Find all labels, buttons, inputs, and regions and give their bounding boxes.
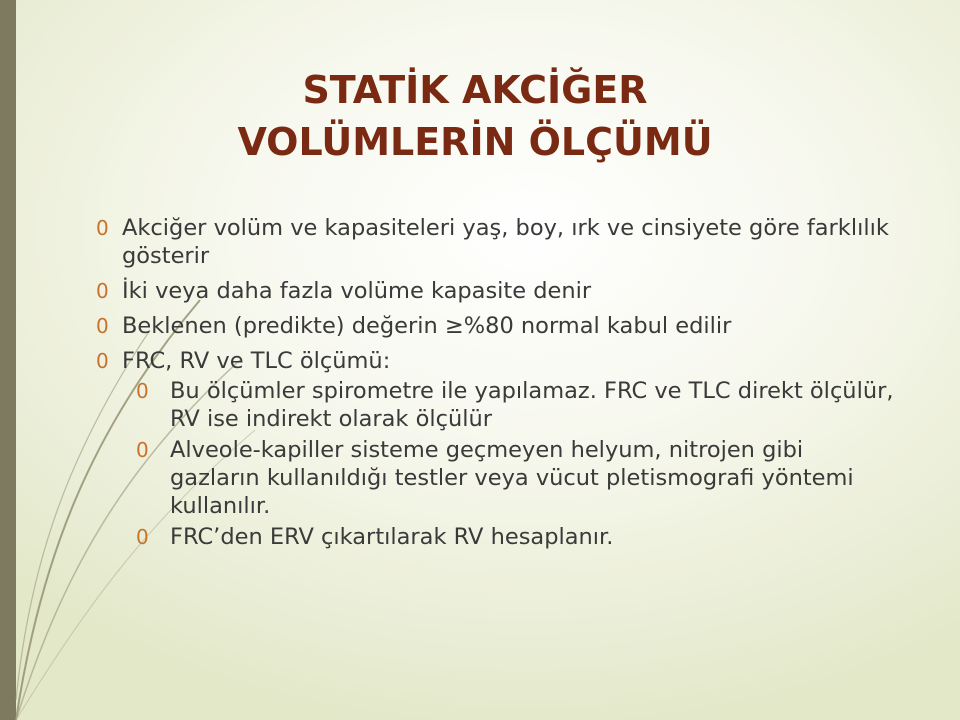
sub-bullet-item bbox=[136, 436, 896, 520]
sub-bullet-item bbox=[136, 377, 896, 433]
bullet-list bbox=[96, 214, 896, 558]
slide-title bbox=[150, 64, 800, 168]
bullet-item bbox=[96, 214, 896, 270]
bullet-marker: 0 bbox=[96, 279, 109, 303]
sub-bullet-text: FRC’den ERV çıkartılarak RV hesaplanır. bbox=[170, 524, 614, 550]
bullet-item bbox=[96, 312, 896, 340]
bullet-text: İki veya daha fazla volüme kapasite denir bbox=[122, 278, 592, 304]
bullet-marker: 0 bbox=[96, 349, 109, 373]
title-line-1: STATİK AKCİĞER bbox=[302, 68, 648, 112]
bullet-marker: 0 bbox=[96, 314, 109, 338]
title-line-2: VOLÜMLERİN ÖLÇÜMÜ bbox=[237, 120, 713, 164]
bullet-item bbox=[96, 347, 896, 551]
sub-bullet-marker: 0 bbox=[136, 379, 149, 403]
sub-bullet-list bbox=[122, 377, 896, 551]
bullet-item bbox=[96, 277, 896, 305]
sub-bullet-marker: 0 bbox=[136, 438, 149, 462]
sub-bullet-text: Alveole-kapiller sisteme geçmeyen helyum, nitrojen gibi gazların kullanıldığı testler veya vücut pletismografi yöntemi kullanılır. bbox=[170, 437, 854, 519]
bullet-text: Akciğer volüm ve kapasiteleri yaş, boy, ırk ve cinsiyete göre farklılık gösterir bbox=[122, 215, 889, 269]
bullet-marker: 0 bbox=[96, 216, 109, 240]
sub-bullet-item bbox=[136, 523, 896, 551]
bullet-text: Beklenen (predikte) değerin ≥%80 normal kabul edilir bbox=[122, 313, 732, 339]
bullet-text: FRC, RV ve TLC ölçümü: bbox=[122, 348, 391, 374]
sub-bullet-text: Bu ölçümler spirometre ile yapılamaz. FRC ve TLC direkt ölçülür, RV ise indirekt olarak ölçülür bbox=[170, 378, 894, 432]
sub-bullet-marker: 0 bbox=[136, 525, 149, 549]
